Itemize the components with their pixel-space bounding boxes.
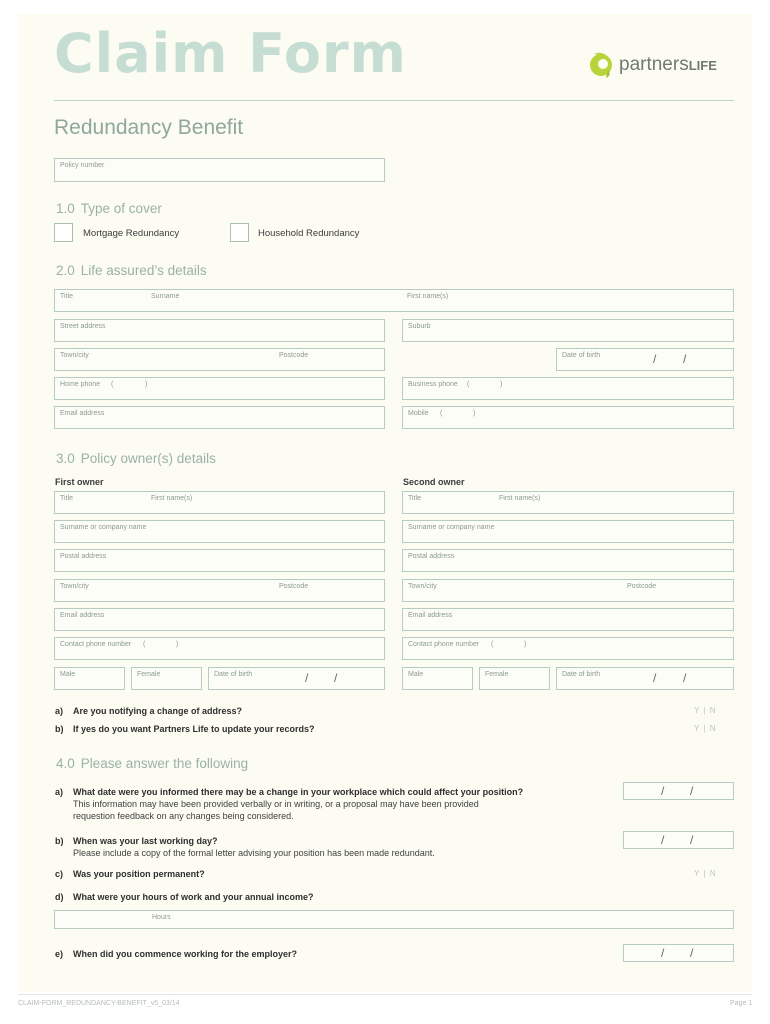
suburb-label: Suburb <box>408 323 431 330</box>
change-of-address-yes-no[interactable]: Y | N <box>694 706 717 715</box>
footer-rule <box>18 994 752 995</box>
date-separator: / <box>334 671 338 685</box>
question-letter: d) <box>55 892 64 902</box>
logo-wordmark: partnersLIFE <box>619 54 717 75</box>
street-address-label: Street address <box>60 323 106 330</box>
owner1-date-of-birth-field[interactable] <box>208 667 385 690</box>
mobile-field[interactable] <box>402 406 734 429</box>
surname-label: Surname <box>151 293 180 300</box>
informed-date-field[interactable] <box>623 782 734 800</box>
dob-label: Date of birth <box>214 671 253 678</box>
title-label: Title <box>408 495 421 502</box>
question-letter: a) <box>55 787 64 797</box>
page-number: Page 1 <box>730 1000 753 1007</box>
question-letter: b) <box>55 836 64 846</box>
hours-income-question: What were your hours of work and your annual income? <box>73 892 314 902</box>
section-4-heading: 4.0 Please answer the following <box>56 756 249 771</box>
email-address-label: Email address <box>408 612 453 619</box>
informed-date-note: This information may have been provided verbally or in writing, or a proposal may have been provided <box>73 799 479 809</box>
dob-label: Date of birth <box>562 671 601 678</box>
owner2-surname-field[interactable] <box>402 520 734 543</box>
owner1-surname-field[interactable] <box>54 520 385 543</box>
partners-life-logo <box>586 50 717 80</box>
hours-label: Hours <box>152 914 171 921</box>
date-separator: / <box>690 946 694 960</box>
position-permanent-yes-no[interactable]: Y | N <box>694 869 717 878</box>
business-phone-label: Business phone <box>408 381 458 388</box>
town-city-label: Town/city <box>60 352 89 359</box>
contact-phone-label: Contact phone number <box>408 641 480 648</box>
area-code-open: ( <box>467 381 470 388</box>
household-redundancy-label: Household Redundancy <box>258 228 360 239</box>
informed-date-question: What date were you informed there may be a change in your workplace which could affect your position? <box>73 787 524 797</box>
leaf-logo-icon <box>586 50 616 80</box>
mobile-label: Mobile <box>408 410 429 417</box>
postal-address-label: Postal address <box>408 553 455 560</box>
email-address-field[interactable] <box>54 406 385 429</box>
business-phone-field[interactable] <box>402 377 734 400</box>
female-label: Female <box>485 671 509 678</box>
area-code-open: ( <box>111 381 114 388</box>
hours-income-field[interactable] <box>54 910 734 929</box>
date-separator: / <box>683 352 687 366</box>
area-code-open: ( <box>491 641 494 648</box>
informed-date-note: requestion feedback on any changes being considered. <box>73 811 294 821</box>
area-code-close: ) <box>176 641 179 648</box>
section-1-heading: 1.0 Type of cover <box>56 201 162 216</box>
town-city-label: Town/city <box>408 583 437 590</box>
owner1-female-option[interactable] <box>131 667 202 690</box>
dob-label: Date of birth <box>562 352 601 359</box>
male-label: Male <box>408 671 424 678</box>
question-letter: c) <box>55 869 64 879</box>
surname-label: Surname or company name <box>60 524 147 531</box>
owner2-male-option[interactable] <box>402 667 473 690</box>
policy-number-field[interactable] <box>54 158 385 182</box>
first-names-label: First name(s) <box>151 495 193 502</box>
date-of-birth-field[interactable] <box>556 348 734 371</box>
owner2-female-option[interactable] <box>479 667 550 690</box>
date-separator: / <box>661 833 665 847</box>
owner2-email-field[interactable] <box>402 608 734 631</box>
area-code-close: ) <box>524 641 527 648</box>
contact-phone-label: Contact phone number <box>60 641 132 648</box>
home-phone-field[interactable] <box>54 377 385 400</box>
date-separator: / <box>661 946 665 960</box>
date-separator: / <box>661 784 665 798</box>
owner1-email-field[interactable] <box>54 608 385 631</box>
life-assured-name-field[interactable] <box>54 289 734 312</box>
date-separator: / <box>653 352 657 366</box>
update-records-question: If yes do you want Partners Life to update your records? <box>73 724 315 734</box>
last-working-day-question: When was your last working day? <box>73 836 218 846</box>
question-letter: e) <box>55 949 64 959</box>
female-label: Female <box>137 671 161 678</box>
area-code-open: ( <box>440 410 443 417</box>
mortgage-redundancy-checkbox[interactable] <box>54 223 73 242</box>
street-address-field[interactable] <box>54 319 385 342</box>
area-code-close: ) <box>473 410 476 417</box>
header-rule <box>54 100 734 101</box>
town-city-field[interactable] <box>54 348 385 371</box>
owner1-postal-address-field[interactable] <box>54 549 385 572</box>
date-separator: / <box>305 671 309 685</box>
position-permanent-question: Was your position permanent? <box>73 869 205 879</box>
title-label: Title <box>60 293 73 300</box>
title-label: Title <box>60 495 73 502</box>
last-working-day-field[interactable] <box>623 831 734 849</box>
form-code: CLAIM-FORM_REDUNDANCY-BENEFIT_v5_03/14 <box>18 1000 180 1007</box>
change-of-address-question: Are you notifying a change of address? <box>73 706 243 716</box>
question-letter: b) <box>55 724 64 734</box>
email-address-label: Email address <box>60 612 105 619</box>
owner2-town-city-field[interactable] <box>402 579 734 602</box>
mortgage-redundancy-label: Mortgage Redundancy <box>83 228 180 239</box>
owner1-title-names-field[interactable] <box>54 491 385 514</box>
postcode-label: Postcode <box>279 352 309 359</box>
first-owner-heading: First owner <box>55 477 104 487</box>
postcode-label: Postcode <box>279 583 309 590</box>
employment-start-date-field[interactable] <box>623 944 734 962</box>
employment-start-question: When did you commence working for the employer? <box>73 949 298 959</box>
email-address-label: Email address <box>60 410 105 417</box>
area-code-open: ( <box>143 641 146 648</box>
date-separator: / <box>690 833 694 847</box>
section-2-heading: 2.0 Life assured’s details <box>56 263 207 278</box>
update-records-yes-no[interactable]: Y | N <box>694 724 717 733</box>
area-code-close: ) <box>145 381 148 388</box>
last-working-day-note: Please include a copy of the formal letter advising your position has been made redundant. <box>73 848 435 858</box>
owner2-title-names-field[interactable] <box>402 491 734 514</box>
postcode-label: Postcode <box>627 583 657 590</box>
date-separator: / <box>653 671 657 685</box>
owner1-town-city-field[interactable] <box>54 579 385 602</box>
form-subtitle: Redundancy Benefit <box>54 116 244 139</box>
section-3-heading: 3.0 Policy owner(s) details <box>56 451 216 466</box>
area-code-close: ) <box>500 381 503 388</box>
policy-number-label: Policy number <box>60 162 105 169</box>
owner2-postal-address-field[interactable] <box>402 549 734 572</box>
surname-label: Surname or company name <box>408 524 495 531</box>
town-city-label: Town/city <box>60 583 89 590</box>
second-owner-heading: Second owner <box>403 477 465 487</box>
question-letter: a) <box>55 706 64 716</box>
male-label: Male <box>60 671 76 678</box>
first-names-label: First name(s) <box>499 495 541 502</box>
date-separator: / <box>683 671 687 685</box>
owner1-contact-phone-field[interactable] <box>54 637 385 660</box>
home-phone-label: Home phone <box>60 381 101 388</box>
owner1-male-option[interactable] <box>54 667 125 690</box>
postal-address-label: Postal address <box>60 553 107 560</box>
first-names-label: First name(s) <box>407 293 449 300</box>
suburb-field[interactable] <box>402 319 734 342</box>
owner2-date-of-birth-field[interactable] <box>556 667 734 690</box>
owner2-contact-phone-field[interactable] <box>402 637 734 660</box>
household-redundancy-checkbox[interactable] <box>230 223 249 242</box>
date-separator: / <box>690 784 694 798</box>
form-title: Claim Form <box>54 22 407 85</box>
